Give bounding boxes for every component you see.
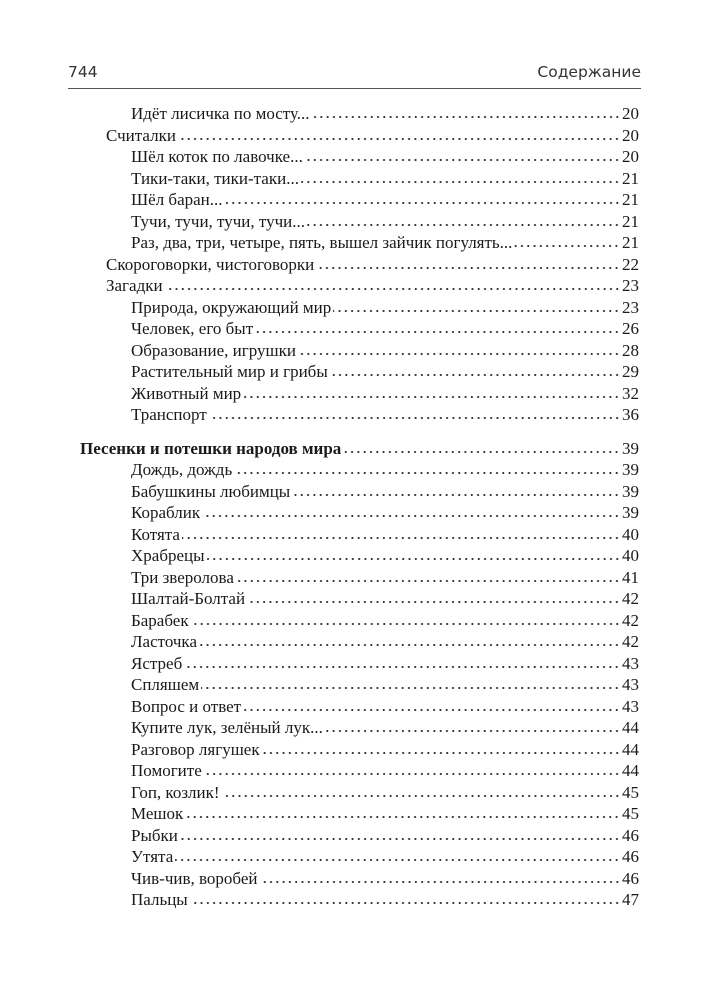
dot-leader	[312, 115, 620, 119]
toc-entry[interactable]	[0, 889, 705, 911]
toc-entry-page: 20	[622, 104, 639, 123]
dot-leader	[209, 416, 620, 420]
toc-entry-page: 42	[622, 610, 639, 630]
toc-entry[interactable]	[0, 760, 705, 782]
toc-entry-title: Котята	[131, 524, 180, 544]
dot-leader	[307, 223, 620, 227]
table-of-contents	[0, 103, 705, 911]
dot-leader	[305, 158, 620, 162]
toc-entry-page: 26	[622, 319, 639, 338]
toc-entry-page: 36	[622, 405, 639, 424]
toc-entry-title: Шёл баран...	[131, 190, 223, 209]
toc-entry-title: Раз, два, три, четыре, пять, вышел зайчик погулять...	[131, 233, 513, 252]
toc-entry-page: 28	[622, 340, 639, 360]
toc-entry[interactable]	[0, 567, 705, 589]
toc-entry-title: Считалки	[106, 125, 176, 145]
toc-entry[interactable]	[0, 146, 705, 168]
toc-entry[interactable]	[0, 232, 705, 254]
dot-leader	[222, 794, 620, 798]
dot-leader	[236, 579, 620, 583]
toc-entry-page: 40	[622, 546, 639, 565]
toc-entry-title: Песенки и потешки народов мира	[80, 438, 342, 458]
toc-entry-page: 40	[622, 524, 639, 544]
toc-entry[interactable]	[0, 297, 705, 319]
toc-entry-page: 47	[622, 890, 639, 909]
dot-leader	[343, 450, 620, 454]
toc-entry[interactable]	[0, 275, 705, 297]
toc-entry-page: 42	[622, 632, 639, 651]
toc-entry-title: Дождь, дождь	[131, 460, 233, 479]
dot-leader	[243, 395, 620, 399]
dot-leader	[180, 837, 620, 841]
page-number: 744	[68, 63, 98, 81]
toc-entry-title: Спляшем	[131, 675, 200, 694]
toc-entry-title: Животный мир	[131, 383, 242, 403]
toc-entry[interactable]	[0, 361, 705, 383]
toc-entry[interactable]	[0, 674, 705, 696]
toc-entry[interactable]	[0, 211, 705, 233]
toc-entry-page: 43	[622, 675, 639, 694]
toc-entry[interactable]	[0, 825, 705, 847]
toc-entry[interactable]	[0, 254, 705, 276]
toc-entry-page: 45	[622, 782, 639, 802]
toc-entry-title: Ястреб	[131, 653, 183, 673]
dot-leader	[298, 352, 620, 356]
toc-entry-page: 39	[622, 481, 639, 501]
toc-entry-page: 44	[622, 761, 639, 780]
toc-entry[interactable]	[0, 125, 705, 147]
toc-entry[interactable]	[0, 653, 705, 675]
toc-entry-page: 44	[622, 718, 639, 737]
dot-leader	[225, 201, 620, 205]
toc-entry-title: Рыбки	[131, 825, 178, 845]
dot-leader	[292, 493, 620, 497]
toc-entry-page: 20	[622, 125, 639, 145]
dot-leader	[175, 858, 620, 862]
dot-leader	[201, 686, 620, 690]
toc-entry-title: Помогите	[131, 761, 202, 780]
dot-leader	[301, 180, 620, 184]
toc-entry-title: Природа, окружающий мир	[131, 297, 332, 317]
dot-leader	[316, 266, 620, 270]
toc-entry-page: 46	[622, 847, 639, 866]
toc-entry-title: Бабушкины любимцы	[131, 481, 291, 501]
dot-leader	[199, 643, 620, 647]
dot-leader	[514, 244, 620, 248]
toc-entry-title: Тики-таки, тики-таки...	[131, 168, 299, 188]
toc-entry-page: 21	[622, 168, 639, 188]
toc-entry-title: Скороговорки, чистоговорки	[106, 254, 315, 274]
toc-entry-title: Утята	[131, 847, 174, 866]
toc-entry[interactable]	[0, 739, 705, 761]
toc-section[interactable]	[0, 438, 705, 460]
toc-entry-title: Растительный мир и грибы	[131, 362, 328, 381]
toc-entry-title: Тучи, тучи, тучи, тучи...	[131, 211, 305, 231]
toc-entry[interactable]	[0, 696, 705, 718]
toc-entry-title: Шалтай-Болтай	[131, 589, 246, 608]
toc-entry-page: 42	[622, 589, 639, 608]
toc-entry-page: 43	[622, 696, 639, 716]
dot-leader	[202, 514, 620, 518]
dot-leader	[184, 665, 620, 669]
running-header	[68, 60, 641, 89]
dot-leader	[255, 330, 620, 334]
toc-entry[interactable]	[0, 846, 705, 868]
toc-entry-title: Разговор лягушек	[131, 739, 260, 759]
dot-leader	[165, 287, 620, 291]
dot-leader	[330, 373, 620, 377]
dot-leader	[234, 471, 620, 475]
toc-entry[interactable]	[0, 481, 705, 503]
toc-entry-page: 20	[622, 147, 639, 166]
toc-entry-page: 46	[622, 825, 639, 845]
toc-entry-title: Кораблик	[131, 503, 201, 522]
toc-entry-title: Ласточка	[131, 632, 197, 651]
toc-entry-title: Мешок	[131, 804, 184, 823]
toc-entry-page: 32	[622, 383, 639, 403]
toc-entry-title: Транспорт	[131, 405, 207, 424]
toc-entry[interactable]	[0, 524, 705, 546]
toc-entry[interactable]	[0, 782, 705, 804]
toc-entry-title: Человек, его быт	[131, 319, 254, 338]
toc-entry[interactable]	[0, 459, 705, 481]
toc-entry-title: Гоп, козлик!	[131, 782, 220, 802]
toc-entry[interactable]	[0, 803, 705, 825]
toc-entry-page: 21	[622, 190, 639, 209]
toc-entry[interactable]	[0, 502, 705, 524]
toc-entry-page: 44	[622, 739, 639, 759]
toc-entry-page: 41	[622, 567, 639, 587]
toc-entry-title: Идёт лисичка по мосту...	[131, 104, 310, 123]
toc-entry-page: 45	[622, 804, 639, 823]
toc-entry-title: Шёл коток по лавочке...	[131, 147, 303, 166]
toc-entry-title: Купите лук, зелёный лук...	[131, 718, 323, 737]
toc-entry-page: 21	[622, 211, 639, 231]
toc-entry-page: 46	[622, 868, 639, 888]
dot-leader	[178, 137, 620, 141]
running-title: Содержание	[537, 63, 641, 81]
toc-entry[interactable]	[0, 168, 705, 190]
dot-leader	[243, 708, 620, 712]
toc-entry[interactable]	[0, 404, 705, 426]
toc-entry[interactable]	[0, 610, 705, 632]
toc-entry-page: 21	[622, 233, 639, 252]
dot-leader	[185, 815, 620, 819]
dot-leader	[182, 536, 620, 540]
toc-entry-title: Храбрецы	[131, 546, 205, 565]
toc-entry-title: Барабек	[131, 610, 189, 630]
toc-entry-page: 39	[622, 503, 639, 522]
toc-entry[interactable]	[0, 340, 705, 362]
dot-leader	[325, 729, 620, 733]
toc-entry[interactable]	[0, 588, 705, 610]
toc-entry-page: 39	[622, 438, 639, 458]
section-gap	[0, 426, 705, 438]
toc-entry-page: 23	[622, 297, 639, 317]
toc-entry-page: 22	[622, 254, 639, 274]
toc-entry-page: 23	[622, 276, 639, 295]
toc-entry-title: Образование, игрушки	[131, 340, 296, 360]
toc-entry-page: 43	[622, 653, 639, 673]
toc-entry[interactable]	[0, 545, 705, 567]
dot-leader	[191, 622, 620, 626]
toc-entry[interactable]	[0, 868, 705, 890]
toc-entry[interactable]	[0, 189, 705, 211]
dot-leader	[204, 772, 620, 776]
toc-entry-title: Пальцы	[131, 890, 188, 909]
toc-entry-page: 39	[622, 460, 639, 479]
dot-leader	[260, 880, 621, 884]
toc-entry-page: 29	[622, 362, 639, 381]
toc-entry-title: Чив-чив, воробей	[131, 868, 258, 888]
toc-entry[interactable]	[0, 318, 705, 340]
toc-entry-title: Три зверолова	[131, 567, 234, 587]
dot-leader	[190, 901, 620, 905]
toc-entry-title: Вопрос и ответ	[131, 696, 242, 716]
dot-leader	[262, 751, 620, 755]
toc-entry[interactable]	[0, 383, 705, 405]
dot-leader	[333, 309, 620, 313]
dot-leader	[207, 557, 620, 561]
toc-entry[interactable]	[0, 717, 705, 739]
dot-leader	[247, 600, 620, 604]
toc-entry[interactable]	[0, 103, 705, 125]
toc-entry-title: Загадки	[106, 276, 163, 295]
toc-entry[interactable]	[0, 631, 705, 653]
